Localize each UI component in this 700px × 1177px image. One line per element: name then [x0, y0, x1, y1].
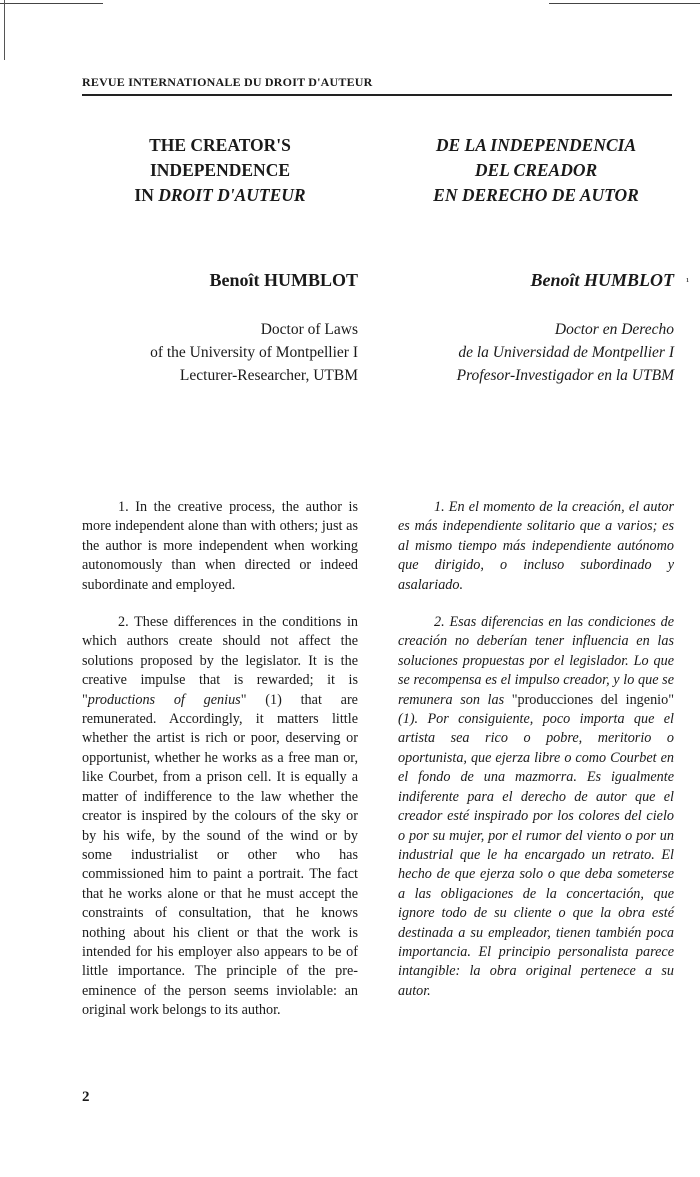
paragraph-english-2 [82, 613, 358, 1021]
page-number: 2 [82, 1089, 90, 1105]
paragraph-english-1: 1. In the creative process, the author is more independent alone than with others; just as the author is more independent when working autonomously than when directed or indeed subordinate and employed. [82, 499, 358, 593]
crop-mark [4, 0, 5, 60]
credentials-english-line-2: of the University of Montpellier I [150, 344, 358, 361]
title-spanish-line-3: EN DERECHO DE AUTOR [433, 185, 639, 205]
paragraph-spanish-1: 1. En el momento de la creación, el autor es más independiente solitario que a varios; es al mismo tiempo más independiente autónomo que dirigido, o incluso subordinado y asalariado. [398, 499, 674, 593]
credentials-english-line-3: Lecturer-Researcher, UTBM [179, 367, 358, 384]
credentials-spanish-line-3: Profesor-Investigador en la UTBM [456, 367, 674, 384]
credentials-english-line-1: Doctor of Laws [260, 321, 358, 338]
credentials-spanish-line-2: de la Universidad de Montpellier I [458, 344, 674, 361]
header-rule [82, 94, 672, 96]
body-column-english [82, 498, 358, 1039]
paragraph-spanish-2-part-a: 2. Esas diferencias en las condiciones de creación no deberían tener influencia en las soluciones propuestas por el legislador. Lo que se recompensa es el impulso creador, y lo que se remunera son las [398, 614, 674, 708]
body-column-spanish [398, 498, 674, 1019]
paragraph-spanish-2 [398, 613, 674, 1001]
author-spanish: Benoît HUMBLOT [530, 270, 674, 290]
paragraph-spanish-2-upright: "producciones del ingenio" [511, 691, 674, 708]
paragraph-english-2-italic: productions of genius [87, 691, 241, 708]
title-english-line-3-italic: DROIT D'AUTEUR [158, 185, 306, 205]
paragraph-english-2-part-a: 2. These differences in the conditions in which authors create should not affect the solutions proposed by the legislator. It is the creative impulse that is rewarded; it is " [82, 614, 358, 708]
title-english-line-1: THE CREATOR'S [149, 135, 291, 155]
title-spanish-line-1: DE LA INDEPENDENCIA [435, 135, 637, 155]
author-english: Benoît HUMBLOT [209, 270, 358, 290]
title-english-line-2: INDEPENDENCE [149, 160, 291, 180]
title-english-line-3 [82, 183, 358, 208]
credentials-spanish-line-1: Doctor en Derecho [554, 321, 674, 338]
title-english-line-3-prefix: IN [134, 185, 159, 205]
paragraph-spanish-2-part-b: (1). Por consiguiente, poco importa que el artista sea rico o pobre, meritorio o oportunista, que ejerza libre o como Courbet en el fondo de una mazmorra. Es igualmente indiferente para el derecho de autor que el creador esté inspirado por los colores del cielo o por su mujer, por el rumor del viento o por un industrial que le ha encargado un retrato. El hecho de que ejerza solo o que deba someterse a las obligaciones de la concertación, que ignore todo de su cliente o que la obra esté destinada a su empleador, tienen también poca importancia. El principio personalista parece intangible: la obra original pertenece a su autor. [398, 711, 674, 999]
paragraph-english-2-part-b: " (1) that are remunerated. Accordingly, it matters little whether the artist is rich or poor, deserving or opportunist, whether he works as a free man or, like Courbet, from a prison cell. It is equally a matter of indifference to the law whether the creator is inspired by the colours of the sky or by his wife, by the sound of the wind or by some industrialist or other who has commissioned him to paint a portrait. The fact that he works alone or that he must accept the constraints of consultation, that he knows nothing about his client or that the work is intended for his employer also appears to be of little importance. The principle of the pre-eminence of the person seems inviolable: an original work belongs to its author. [82, 691, 358, 1019]
title-spanish [398, 133, 674, 208]
title-spanish-line-2: DEL CREADOR [474, 160, 598, 180]
title-english [82, 133, 358, 208]
credentials-english [82, 318, 358, 387]
author-footnote-marker: ¹ [686, 276, 690, 288]
credentials-spanish [398, 318, 674, 387]
running-head: REVUE INTERNATIONALE DU DROIT D'AUTEUR [82, 75, 373, 89]
top-rule-right [549, 3, 700, 4]
top-rule-left [0, 3, 103, 4]
